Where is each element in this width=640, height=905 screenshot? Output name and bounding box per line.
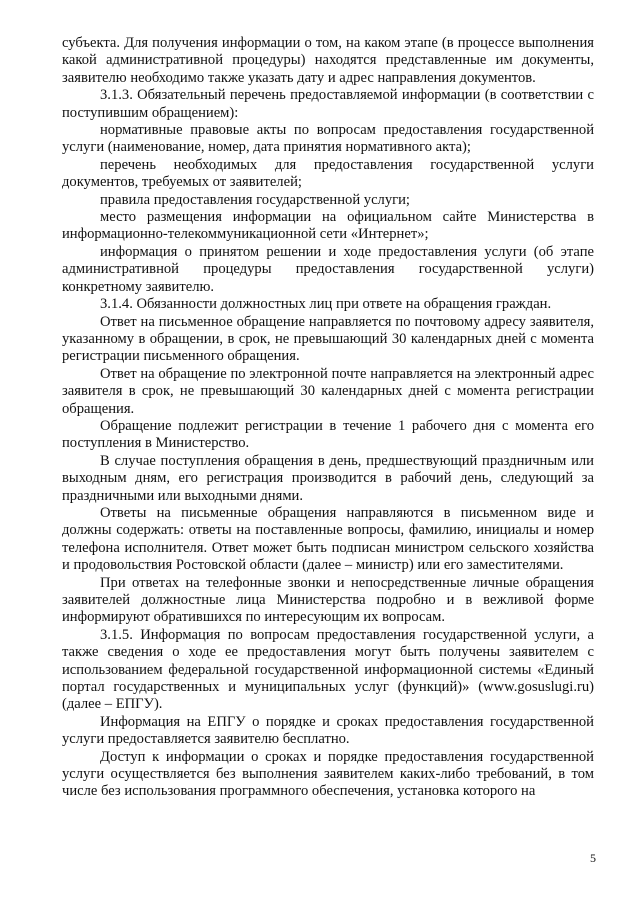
paragraph-written-reply: Ответ на письменное обращение направляется по почтовому адресу заявителя, указанному в обращении, в срок, не превышающий 30 календарных дней с момента регистрации письменного обращения. (62, 313, 594, 365)
paragraph-phone-replies: При ответах на телефонные звонки и непосредственные личные обращения заявителей должностные лица Министерства подробно и в вежливой форме информируют обратившихся по интересующим их вопросам. (62, 574, 594, 626)
paragraph-email-reply: Ответ на обращение по электронной почте направляется на электронный адрес заявителя в срок, не превышающий 30 календарных дней с момента регистрации обращения. (62, 365, 594, 417)
paragraph-reply-contents: Ответы на письменные обращения направляются в письменном виде и должны содержать: ответы на поставленные вопросы, фамилию, инициалы и номер телефона исполнителя. Ответ может быть подписан министром сельского хозяйства и продовольствия Ростовской области (далее – министр) или его заместителями. (62, 504, 594, 574)
list-item-documents: перечень необходимых для предоставления государственной услуги документов, требуемых от заявителей; (62, 156, 594, 191)
page-number: 5 (590, 851, 596, 865)
paragraph-3-1-5-epgu: 3.1.5. Информация по вопросам предоставления государственной услуги, а также сведения о ходе ее предоставления могут быть получены заявителем с использованием федеральной государственной информационной системы «Единый портал государственных и муниципальных услуг (функций)» (www.gosuslugi.ru) (далее – ЕПГУ). (62, 626, 594, 713)
list-item-normative-acts: нормативные правовые акты по вопросам предоставления государственной услуги (наименование, номер, дата принятия нормативного акта); (62, 122, 594, 156)
document-page (62, 35, 594, 801)
list-item-decision-info: информация о принятом решении и ходе предоставления услуги (об этапе административной процедуры предоставления государственной услуги) конкретному заявителю. (62, 243, 594, 295)
paragraph-access-info: Доступ к информации о сроках и порядке предоставления государственной услуги осуществляется без выполнения заявителем каких-либо требований, в том числе без использования программного обеспечения, установка которого на (62, 748, 594, 800)
paragraph-continuation: субъекта. Для получения информации о том, на каком этапе (в процессе выполнения какой административной процедуры) находятся представленные им документы, заявителю необходимо также указать дату и адрес направления документов. (62, 35, 594, 86)
paragraph-3-1-4-heading: 3.1.4. Обязанности должностных лиц при ответе на обращения граждан. (100, 296, 552, 313)
paragraph-registration: Обращение подлежит регистрации в течение 1 рабочего дня с момента его поступления в Министерство. (62, 417, 594, 452)
list-item-rules: правила предоставления государственной услуги; (100, 191, 410, 208)
paragraph-3-1-3-heading: 3.1.3. Обязательный перечень предоставляемой информации (в соответствии с поступившим обращением): (62, 87, 594, 121)
paragraph-holiday-registration: В случае поступления обращения в день, предшествующий праздничным или выходным дням, его регистрация производится в рабочий день, следующий за праздничными или выходными днями. (62, 452, 594, 504)
paragraph-epgu-free: Информация на ЕПГУ о порядке и сроках предоставления государственной услуги предоставляется заявителю бесплатно. (62, 713, 594, 748)
list-item-website: место размещения информации на официальном сайте Министерства в информационно-телекоммуникационной сети «Интернет»; (62, 209, 594, 243)
